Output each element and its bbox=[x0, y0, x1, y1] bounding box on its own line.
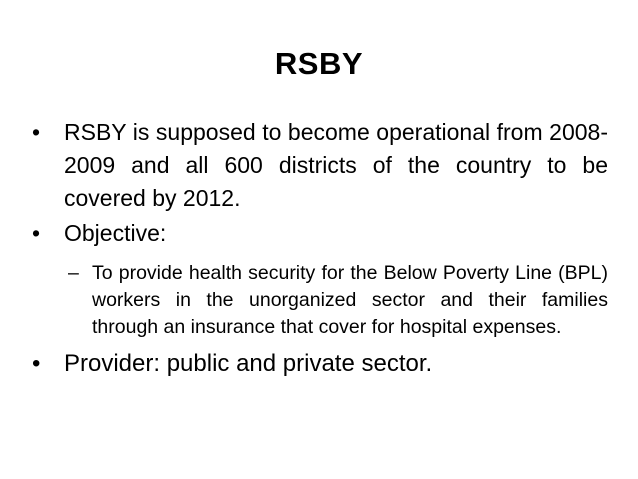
bullet-text: Provider: public and private sector. bbox=[64, 350, 433, 377]
sub-bullet-text: To provide health security for the Below Poverty Line (BPL) workers in the unorganized sector and their families through an insurance that cover for hospital expenses. bbox=[92, 262, 608, 338]
sub-bullet-marker: – bbox=[68, 262, 79, 284]
bullet-item-2 bbox=[28, 217, 608, 250]
slide-title: RSBY bbox=[274, 46, 364, 81]
bullet-item-1 bbox=[28, 116, 608, 215]
bullet-marker: • bbox=[32, 119, 41, 145]
bullet-item-3 bbox=[28, 347, 608, 380]
bullet-text: Objective: bbox=[64, 220, 167, 246]
bullet-text: RSBY is supposed to become operational from 2008-2009 and all 600 districts of the country to be covered by 2012. bbox=[64, 119, 608, 211]
bullet-marker: • bbox=[32, 220, 41, 246]
sub-bullet-item-1 bbox=[28, 260, 608, 341]
slide-body bbox=[28, 116, 608, 380]
bullet-marker: • bbox=[32, 350, 41, 377]
